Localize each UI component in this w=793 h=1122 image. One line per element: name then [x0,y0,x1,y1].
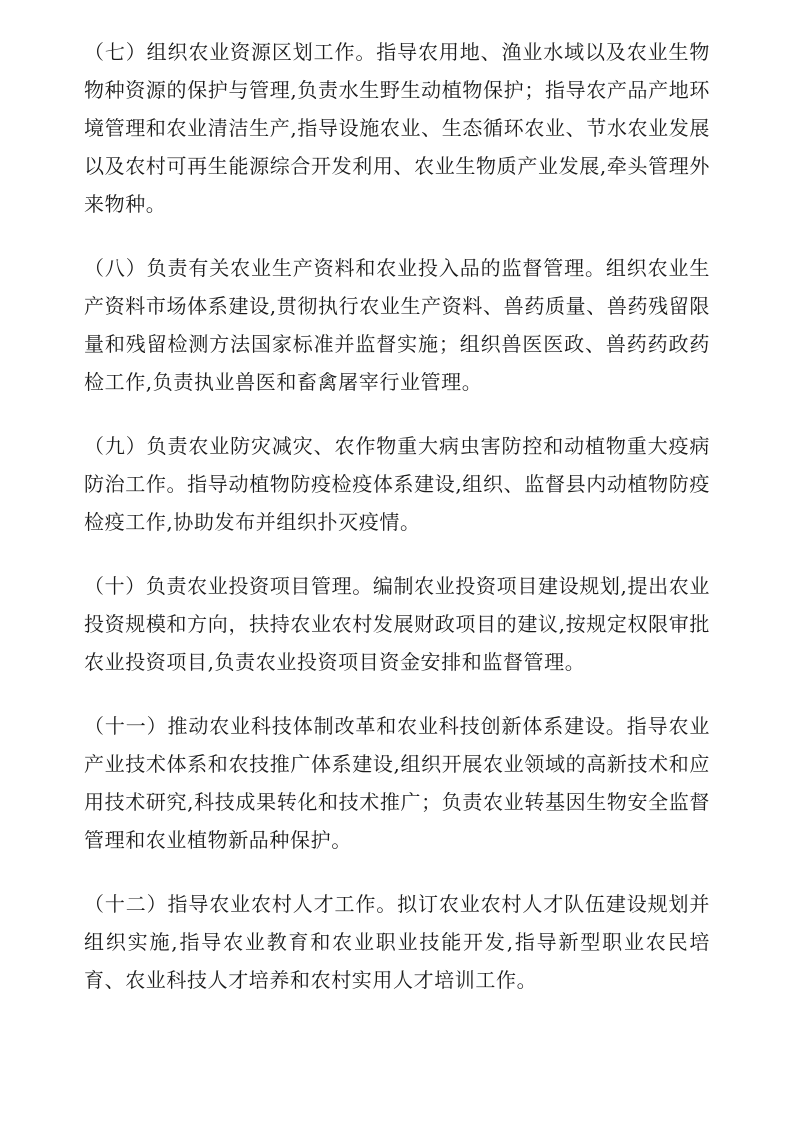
paragraph-7: （七）组织农业资源区划工作。指导农用地、渔业水域以及农业生物物种资源的保护与管理,负责水生野生动植物保护；指导农产品产地环境管理和农业清洁生产,指导设施农业、生态循环农业、节水农业发展以及农村可再生能源综合开发利用、农业生物质产业发展,牵头管理外来物种。 [84,40,710,216]
paragraph-11: （十一）推动农业科技体制改革和农业科技创新体系建设。指导农业产业技术体系和农技推广体系建设,组织开展农业领域的高新技术和应用技术研究,科技成果转化和技术推广；负责农业转基因生物安全监督管理和农业植物新品种保护。 [84,714,710,852]
paragraph-12: （十二）指导农业农村人才工作。拟订农业农村人才队伍建设规划并组织实施,指导农业教育和农业职业技能开发,指导新型职业农民培育、农业科技人才培养和农村实用人才培训工作。 [84,892,710,992]
document-body [84,33,710,1025]
paragraph-8: （八）负责有关农业生产资料和农业投入品的监督管理。组织农业生产资料市场体系建设,贯彻执行农业生产资料、兽药质量、兽药残留限量和残留检测方法国家标准并监督实施；组织兽医医政、兽药药政药检工作,负责执业兽医和畜禽屠宰行业管理。 [84,256,710,394]
paragraph-10: （十）负责农业投资项目管理。编制农业投资项目建设规划,提出农业投资规模和方向，扶持农业农村发展财政项目的建议,按规定权限审批农业投资项目,负责农业投资项目资金安排和监督管理。 [84,574,710,674]
paragraph-9: （九）负责农业防灾减灾、农作物重大病虫害防控和动植物重大疫病防治工作。指导动植物防疫检疫体系建设,组织、监督县内动植物防疫检疫工作,协助发布并组织扑灭疫情。 [84,434,710,534]
